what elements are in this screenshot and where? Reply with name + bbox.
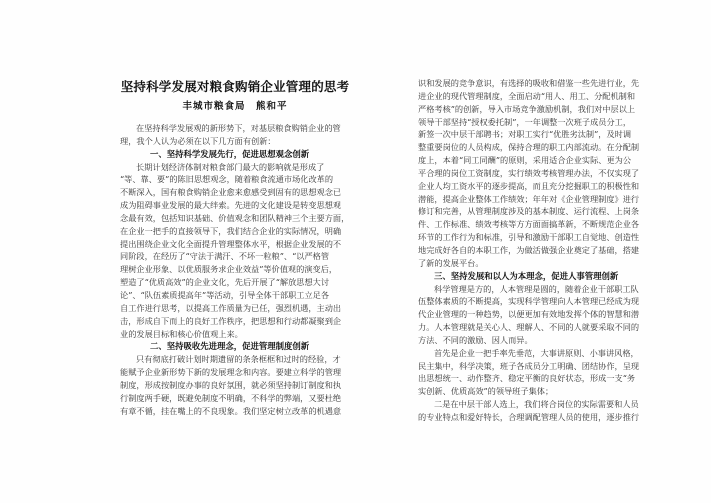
- text-line: 在企业一把手的直接领导下，我们结合企业的实际情况，明确: [120, 225, 342, 236]
- text-line: 民主集中，科学决策，班子各成员分工明确、团结协作，呈现: [418, 360, 640, 371]
- article-byline: 丰城市粮食局 熊和平: [182, 101, 288, 112]
- text-line: 不断深入，国有粮食购销企业愈来愈感受到固有的思想观念已: [120, 187, 342, 198]
- text-line: 方法、不同的激励、因人而异。: [418, 334, 533, 345]
- text-line: 首先是企业一把手率先垂范，大事讲原则、小事讲风格，: [434, 347, 639, 358]
- text-line: 地完成好各自的本职工作，为做活做强企业奠定了基础，搭建: [418, 244, 640, 255]
- text-line: 企业人均工资水平的逐步提高，而且充分挖掘职工的积极性和: [418, 180, 640, 191]
- text-line: 成为阻碍事业发展的最大绊索。先进的文化建设是转变思想观: [120, 200, 342, 211]
- text-line: 潜能，提高企业整体工作绩效；年年对《企业管理制度》进行: [418, 193, 640, 204]
- left-column-text: [120, 122, 350, 417]
- text-line: 件、工作标准、绩效考核等方方面面搞革新，不断规范企业各: [418, 219, 640, 230]
- text-line: 伍整体素质的不断提高，实现科学管理向人本管理已经成为现: [418, 296, 640, 307]
- section-heading: 三、坚持发展和以人为本理念，促进人事管理创新: [434, 270, 619, 281]
- text-line: 出思想统一、动作整齐、稳定平衡的良好状态，形成一支“务: [418, 373, 636, 384]
- section-heading: 一、坚持科学发展先行，促进思想观念创新: [150, 148, 310, 159]
- text-line: 二是在中层干部人选上，我们将合岗位的实际需要和人员: [434, 399, 639, 410]
- text-line: 理，我个人认为必须在以下几方面有创新：: [120, 135, 276, 146]
- text-line: 实创新、优质高效”的领导班子集体；: [418, 386, 554, 397]
- section-heading: 二、坚持吸收先进理念，促进管理制度创新: [150, 341, 310, 352]
- text-line: 修订和完善，从管理制度涉及的基本制度、运行流程、上岗条: [418, 206, 640, 217]
- text-line: 击，形成自下而上的良好工作秩序，把思想和行动都凝聚到企: [120, 315, 342, 326]
- text-line: 有章不循，挂在嘴上的不良现象。我们坚定树立改革的机遇意: [120, 405, 342, 416]
- text-line: 力。人本管理就是关心人、理解人、不同的人就要采取不同的: [418, 322, 640, 333]
- text-line: 在坚持科学发展观的新形势下，对基层粮食购销企业的管: [136, 123, 341, 133]
- text-line: 整重要岗位的人员构成，保持合理的职工内部流动。在分配制: [418, 142, 640, 153]
- text-line: 环节的工作行为和标准，引导和激励干部职工自觉地、创造性: [418, 232, 640, 243]
- text-line: 塑造了“优质高效”的企业文化，先后开展了“解放思想大讨: [120, 277, 330, 288]
- text-line: 度上，本着“同工同酬”的原则，采用适合企业实际、更为公: [418, 155, 632, 166]
- text-line: 自工作进行思考，以提高工作质量为已任，强烈机遇，主动出: [120, 302, 342, 313]
- text-line: 识和发展的竞争意识，有选择的吸收和借鉴一些先进行业，先: [418, 78, 640, 88]
- text-line: 行制度两手硬，既避免制度不明确，不科学的弊端，又要杜绝: [120, 392, 342, 403]
- text-line: 只有彻底打破计划时期遗留的条条框框和过时的经验，才: [136, 354, 341, 365]
- text-line: 能赋予企业新形势下新的发展理念和内容。要建立科学的管理: [120, 367, 342, 378]
- right-column-text: [418, 77, 676, 424]
- text-line: 的专业特点和爱好特长，合理调配管理人员的使用，逐步推行: [418, 411, 640, 422]
- text-line: 严格考核”的创新，导入市场竞争激励机制，我们对中层以上: [418, 103, 636, 114]
- text-line: 同阶段，在经历了“守法于满汗、不坏一粒粮”、“以严格管: [120, 251, 330, 262]
- text-line: 理树企业形象、以优质服务求企业效益”等价值观的演变后，: [120, 264, 338, 275]
- text-line: 了新的发展平台。: [418, 257, 484, 268]
- text-line: 制度，形成按制度办事的良好氛围，就必须坚持制订制度和执: [120, 379, 342, 390]
- text-line: 论”、“队伍素质提高年”等活动，引导全体干部职工立足各: [120, 289, 330, 300]
- text-line: 进企业的现代管理制度，全面启动“用人、用工、分配机制和: [418, 90, 636, 101]
- text-line: 平合理的岗位工资制度，实行绩效考核管理办法，不仅实现了: [418, 167, 640, 178]
- text-line: 念最有效，包括知识基础、价值观念和团队精神三个主要方面，: [120, 212, 350, 223]
- article-title: 坚持科学发展对粮食购销企业管理的思考: [120, 79, 350, 94]
- text-line: 科学管理是方的，人本管理是圆的，随着企业干部职工队: [434, 283, 639, 294]
- text-line: 代企业管理的一种趋势，以便更加有效地发挥个体的智慧和潜: [418, 309, 640, 320]
- text-line: “等、靠、要”的陈旧思想观念，随着粮食流通市场化改革的: [120, 174, 334, 185]
- text-line: 新签一次中层干部聘书；对职工实行“优胜劣汰制”，及时调: [418, 129, 632, 140]
- text-line: 长期计划经济体制对粮食部门最大的影响就是形成了: [136, 161, 325, 172]
- text-line: 提出围绕企业文化全面提升管理整体水平，根据企业发展的不: [120, 238, 342, 249]
- text-line: 业的发展目标和核心价值观上来。: [120, 328, 243, 339]
- text-line: 领导干部坚持“授权委托制”，一年调整一次班子成员分工，: [418, 116, 632, 127]
